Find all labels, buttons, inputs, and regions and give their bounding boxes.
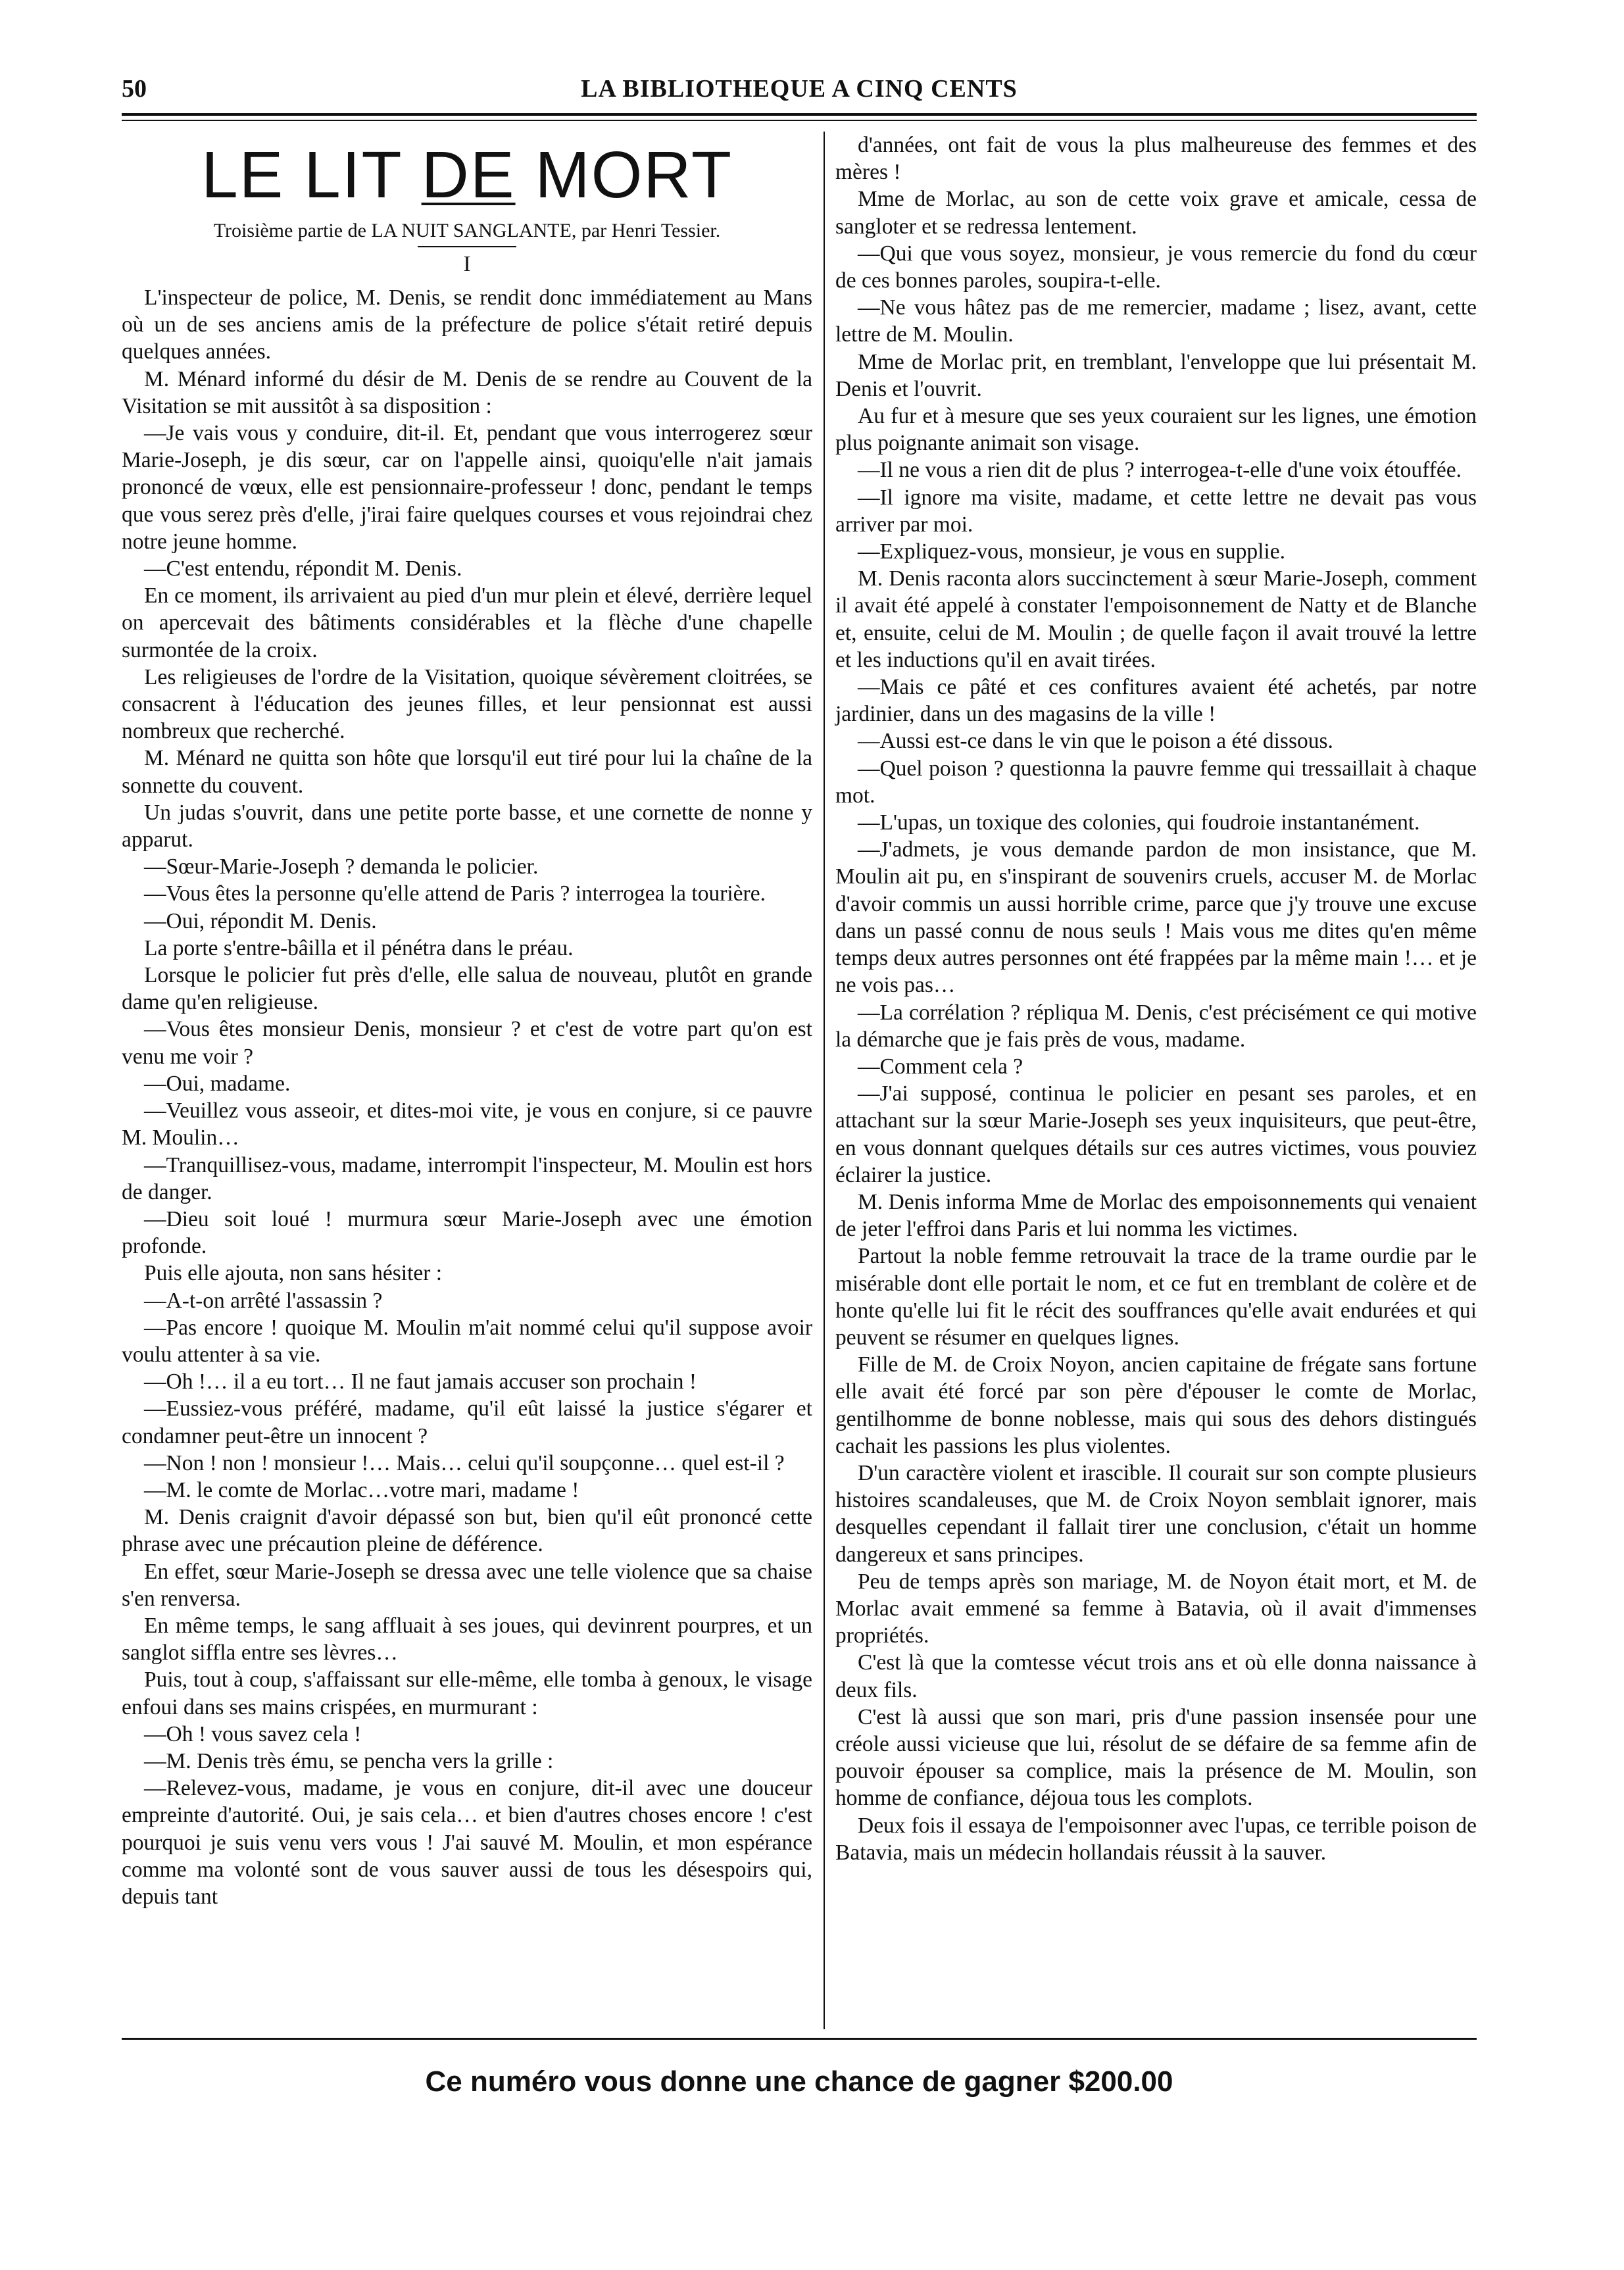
paragraph: —C'est entendu, répondit M. Denis. [144, 556, 462, 581]
right-paragraphs [835, 132, 1477, 1866]
footer-rule [122, 2038, 1477, 2040]
title-part-1: LE LIT [201, 138, 422, 212]
paragraph: —L'upas, un toxique des colonies, qui foudroie instantanément. [858, 810, 1420, 835]
paragraph: —Vous êtes la personne qu'elle attend de Paris ? interrogea la tourière. [144, 881, 766, 906]
title-part-3: MORT [515, 138, 733, 212]
paragraph: Partout la noble femme retrouvait la trace de la trame ourdie par le misérable dont elle portait le nom, et ce fut en tremblant de colère et de honte qu'elle lui fit le récit des souffrances qu'elle avait endurées et qui peuvent se résumer en quelques lignes. [835, 1244, 1477, 1350]
paragraph: Puis, tout à coup, s'affaissant sur elle-même, elle tomba à genoux, le visage enfoui dans ses mains crispées, en murmurant : [122, 1667, 812, 1719]
header-rule [122, 113, 1477, 116]
left-paragraphs [122, 284, 812, 1910]
paragraph: —A-t-on arrêté l'assassin ? [144, 1288, 383, 1313]
paragraph: —Non ! non ! monsieur !… Mais… celui qu'il soupçonne… quel est-il ? [144, 1450, 785, 1475]
paragraph: —Mais ce pâté et ces confitures avaient été achetés, par notre jardinier, dans un des magasins de la ville ! [835, 675, 1477, 727]
paragraph: M. Ménard informé du désir de M. Denis de se rendre au Couvent de la Visitation se mit aussitôt à sa disposition : [122, 366, 812, 418]
paragraph: —Pas encore ! quoique M. Moulin m'ait nommé celui qu'il suppose avoir voulu attenter à sa vie. [122, 1315, 812, 1367]
paragraph: —Qui que vous soyez, monsieur, je vous remercie du fond du cœur de ces bonnes paroles, soupira-t-elle. [835, 241, 1477, 293]
paragraph: Un judas s'ouvrit, dans une petite porte basse, et une cornette de nonne y apparut. [122, 800, 812, 852]
article-subtitle: Troisième partie de LA NUIT SANGLANTE, par Henri Tessier. [213, 220, 721, 241]
page-header [122, 69, 1477, 109]
paragraph: —Ne vous hâtez pas de me remercier, madame ; lisez, avant, cette lettre de M. Moulin. [835, 295, 1477, 347]
paragraph: —Vous êtes monsieur Denis, monsieur ? et c'est de votre part qu'on est venu me voir ? [122, 1017, 812, 1069]
paragraph: d'années, ont fait de vous la plus malheureuse des femmes et des mères ! [835, 133, 1477, 185]
paragraph: C'est là aussi que son mari, pris d'une passion insensée pour une créole aussi vicieuse que lui, résolut de se défaire de sa femme afin de pouvoir épouser sa complice, mais la présence de M. Moulin, son homme de confiance, déjoua tous les complots. [835, 1704, 1477, 1811]
paragraph: —Dieu soit loué ! murmura sœur Marie-Joseph avec une émotion profonde. [122, 1206, 812, 1259]
paragraph: Les religieuses de l'ordre de la Visitation, quoique sévèrement cloitrées, se consacrent à l'éducation des jeunes filles, et leur pensionnat est aussi nombreux que recherché. [122, 664, 812, 744]
paragraph: Peu de temps après son mariage, M. de Noyon était mort, et M. de Morlac avait emmené sa femme à Batavia, où il avait d'immenses propriétés. [835, 1569, 1477, 1648]
paragraph: —Il ne vous a rien dit de plus ? interrogea-t-elle d'une voix étouffée. [858, 458, 1462, 483]
paragraph: D'un caractère violent et irascible. Il courait sur son compte plusieurs histoires scandaleuses, que M. de Croix Noyon semblait ignorer, mais desquelles cependant il fallait tirer une conclusion, c'était un homme dangereux et sans principes. [835, 1460, 1477, 1567]
paragraph: Deux fois il essaya de l'empoisonner avec l'upas, ce terrible poison de Batavia, mais un médecin hollandais réussit à la sauver. [835, 1813, 1477, 1865]
paragraph: —Oh !… il a eu tort… Il ne faut jamais accuser son prochain ! [144, 1369, 697, 1394]
column-divider [824, 132, 825, 2029]
paragraph: —Relevez-vous, madame, je vous en conjure, dit-il avec une douceur empreinte d'autorité. Oui, je sais cela… et bien d'autres choses encore ! c'est pourquoi je suis venu vers vous ! J'ai sauvé M. Moulin, et mon espérance comme ma volonté sont de vous sauver aussi de tous les désespoirs qui, depuis tant [122, 1776, 812, 1909]
paragraph: —Comment cela ? [858, 1054, 1023, 1079]
paragraph: —Aussi est-ce dans le vin que le poison a été dissous. [858, 729, 1333, 754]
paragraph: —M. le comte de Morlac…votre mari, madame ! [144, 1477, 579, 1502]
paragraph: Mme de Morlac, au son de cette voix grave et amicale, cessa de sangloter et se redressa lentement. [835, 187, 1477, 239]
paragraph: Lorsque le policier fut près d'elle, elle salua de nouveau, plutôt en grande dame qu'en religieuse. [122, 963, 812, 1015]
left-column [122, 132, 812, 1910]
paragraph: M. Denis craignit d'avoir dépassé son but, bien qu'il eût prononcé cette phrase avec une précaution pleine de déférence. [122, 1505, 812, 1557]
paragraph: C'est là que la comtesse vécut trois ans et où elle donna naissance à deux fils. [835, 1650, 1477, 1702]
paragraph: —J'admets, je vous demande pardon de mon insistance, que M. Moulin ait pu, en s'inspirant de souvenirs cruels, accuser M. de Morlac d'avoir commis un aussi horrible crime, parce que j'y trouve une excuse dans un passé connu de nous seuls ! Mais vous me dites qu'en même temps deux autres personnes ont été frappées par la même main !… et je ne vois pas… [835, 837, 1477, 998]
paragraph: —Quel poison ? questionna la pauvre femme qui tressaillait à chaque mot. [835, 756, 1477, 808]
title-part-2: DE [421, 138, 516, 212]
paragraph: Au fur et à mesure que ses yeux couraient sur les lignes, une émotion plus poignante animait son visage. [835, 404, 1477, 456]
running-title: LA BIBLIOTHEQUE A CINQ CENTS [581, 75, 1018, 103]
paragraph: —La corrélation ? répliqua M. Denis, c'est précisément ce qui motive la démarche que je fais près de vous, madame. [835, 1000, 1477, 1052]
paragraph: La porte s'entre-bâilla et il pénétra dans le préau. [144, 935, 574, 960]
article-title [122, 138, 812, 212]
paragraph: L'inspecteur de police, M. Denis, se rendit donc immédiatement au Mans où un de ses anciens amis de la préfecture de police s'était retiré depuis quelques années. [122, 285, 812, 364]
paragraph: —Sœur-Marie-Joseph ? demanda le policier. [144, 854, 539, 879]
paragraph: —M. Denis très ému, se pencha vers la grille : [144, 1748, 554, 1773]
chapter-number: I [463, 252, 471, 276]
paragraph: Fille de M. de Croix Noyon, ancien capitaine de frégate sans fortune elle avait été forcé par son père d'épouser le comte de Morlac, gentilhomme de bonne noblesse, mais qui sous des dehors distingués cachait les passions les plus violentes. [835, 1352, 1477, 1458]
paragraph: —Il ignore ma visite, madame, et cette lettre ne devait pas vous arriver par moi. [835, 485, 1477, 537]
paragraph: Puis elle ajouta, non sans hésiter : [144, 1261, 443, 1286]
subtitle-rule [418, 246, 516, 247]
paragraph: —Oh ! vous savez cela ! [144, 1721, 362, 1746]
prize-banner: Ce numéro vous donne une chance de gagner $200.00 [425, 2065, 1173, 2098]
paragraph: —J'ai supposé, continua le policier en pesant ses paroles, et en attachant sur la sœur Marie-Joseph ses yeux inquisiteurs, que peut-être, en vous donnant quelques détails sur ces autres victimes, vous pouviez éclairer la justice. [835, 1081, 1477, 1187]
paragraph: En effet, sœur Marie-Joseph se dressa avec une telle violence que sa chaise s'en renversa. [122, 1559, 812, 1611]
paragraph: —Veuillez vous asseoir, et dites-moi vite, je vous en conjure, si ce pauvre M. Moulin… [122, 1098, 812, 1150]
paragraph: —Je vais vous y conduire, dit-il. Et, pendant que vous interrogerez sœur Marie-Joseph, je dis sœur, car on l'appelle ainsi, quoiqu'elle n'ait jamais prononcé de vœux, elle est pensionnaire-professeur ! donc, pendant le temps que vous serez près d'elle, j'irai faire quelques courses et vous rejoindrai chez notre jeune homme. [122, 421, 812, 554]
page-number: 50 [122, 75, 147, 103]
paragraph: En même temps, le sang affluait à ses joues, qui devinrent pourpres, et un sanglot siffla entre ses lèvres… [122, 1613, 812, 1665]
paragraph: —Oui, madame. [144, 1071, 291, 1096]
paragraph: —Oui, répondit M. Denis. [144, 908, 377, 933]
paragraph: —Tranquillisez-vous, madame, interrompit l'inspecteur, M. Moulin est hors de danger. [122, 1152, 812, 1204]
paragraph: —Eussiez-vous préféré, madame, qu'il eût laissé la justice s'égarer et condamner peut-être un innocent ? [122, 1396, 812, 1448]
paragraph: M. Ménard ne quitta son hôte que lorsqu'il eut tiré pour lui la chaîne de la sonnette du couvent. [122, 746, 812, 798]
paragraph: Mme de Morlac prit, en tremblant, l'enveloppe que lui présentait M. Denis et l'ouvrit. [835, 349, 1477, 401]
paragraph: M. Denis raconta alors succinctement à sœur Marie-Joseph, comment il avait été appelé à constater l'empoisonnement de Natty et de Blanche et, ensuite, celui de M. Moulin ; de quelle façon il avait trouvé la lettre et les inductions qu'il en avait tirées. [835, 566, 1477, 672]
header-rule-thin [122, 120, 1477, 121]
paragraph: —Expliquez-vous, monsieur, je vous en supplie. [858, 539, 1285, 564]
right-column [835, 132, 1477, 1866]
paragraph: M. Denis informa Mme de Morlac des empoisonnements qui venaient de jeter l'effroi dans Paris et lui nomma les victimes. [835, 1189, 1477, 1242]
paragraph: En ce moment, ils arrivaient au pied d'un mur plein et élevé, derrière lequel on apercevait des bâtiments considérables et la flèche d'une chapelle surmontée de la croix. [122, 583, 812, 662]
